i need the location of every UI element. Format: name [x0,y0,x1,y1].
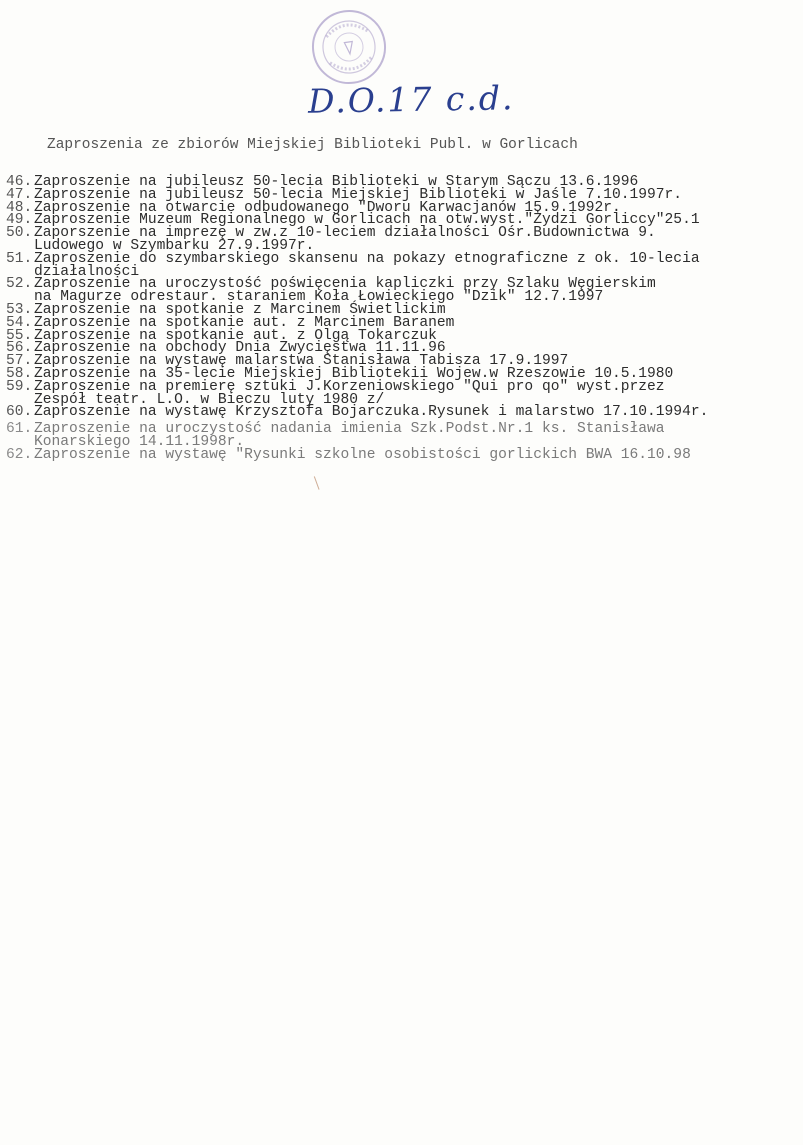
document-header: Zaproszenia ze zbiorów Miejskiej Biblioteki Publ. w Gorlicach [47,137,578,153]
entry-line: na Magurze odrestaur. staraniem Koła Łowieckiego "Dzik" 12.7.1997 [34,289,604,306]
list-item [6,250,803,280]
entry-line: Zaproszenie na premierę sztuki J.Korzeniowskiego "Qui pro qo" wyst.przez [34,378,665,395]
list-item [6,278,803,304]
entry-number: 58. [6,365,33,382]
entry-number: 50. [6,225,33,242]
entry-line: Zaproszenie na obchody Dnia Zwycięstwa 11.11.96 [34,340,446,357]
entry-line: Zaproszenie do szymbarskiego skansenu na pokazy etnograficzne z ok. 10-lecia [34,250,700,267]
list-item [6,227,803,253]
entry-number: 49. [6,212,33,229]
entry-number: 60. [6,404,33,421]
entry-number: 54. [6,314,33,331]
entry-line: Zaproszenie na jubileusz 50-lecia Miejskiej Biblioteki w Jaśle 7.10.1997r. [34,186,683,203]
entry-line: działalności [34,263,140,280]
entry-number: 61. [6,421,33,438]
handwritten-reference: D.O.17 c.d. [307,78,515,121]
pencil-mark [314,474,325,490]
entry-line: Konarskiego 14.11.1998r. [34,433,245,450]
entry-line: Zaproszenie na 35-lecie Miejskiej Bibliotekii Wojew.w Rzeszowie 10.5.1980 [34,365,674,382]
invitation-list [6,176,803,462]
entry-line: Zaproszenie na wystawę malarstwa Stanisława Tabisza 17.9.1997 [34,353,569,370]
entry-text [34,406,803,419]
entry-line: Zaproszenie na jubileusz 50-lecia Biblioteki w Starym Sączu 13.6.1996 [34,174,639,190]
entry-line: Ludowego w Szymbarku 27.9.1997r. [34,237,315,254]
entry-number: 56. [6,340,33,357]
entry-number: 57. [6,353,33,370]
entry-line: Zaproszenie na spotkanie z Marcinem Świetlickim [34,301,446,318]
list-item [6,446,803,463]
entry-line: Zaproszenie na uroczystość nadania imienia Szk.Podst.Nr.1 ks. Stanisława [34,421,665,438]
entry-text [34,278,803,304]
entry-line: Zaporszenie na imprezę w zw.z 10-leciem działalności Ośr.Budownictwa 9. [34,225,656,242]
entry-number: 48. [6,199,33,216]
entry-line: Zaproszenie Muzeum Regionalnego w Gorlicach na otw.wyst."Żydzi Gorliccy"25.1 [34,212,700,229]
entry-number: 62. [6,446,33,463]
entry-number: 59. [6,378,33,395]
entry-text [34,378,803,408]
entry-line: Zespół teatr. L.O. w Bieczu luty 1980 z/ [34,391,385,408]
entry-text [34,227,803,253]
entry-text [34,423,803,449]
entry-number: 51. [6,250,33,267]
list-item [6,423,803,449]
entry-number: 53. [6,301,33,318]
stamp-seal-icon [309,7,388,86]
library-stamp [307,5,391,89]
entry-text [34,446,803,463]
entry-line: Zaproszenie na wystawę Krzysztofa Bojarczuka.Rysunek i malarstwo 17.10.1994r. [34,404,709,421]
entry-text [34,250,803,280]
entry-number: 52. [6,276,33,293]
list-item [6,378,803,408]
entry-line: Zaproszenie na otwarcie odbudowanego "Dworu Karwacjanów 15.9.1992r. [34,199,621,216]
list-item [6,406,803,419]
entry-line: Zaproszenie na wystawę "Rysunki szkolne osobistości gorlickich BWA 16.10.98 [34,446,691,463]
entry-line: Zaproszenie na spotkanie aut. z Marcinem Baranem [34,314,455,331]
entry-number: 46. [6,174,33,190]
entry-line: Zaproszenie na spotkanie aut. z Olgą Tokarczuk [34,327,437,344]
entry-line: Zaproszenie na uroczystość poświęcenia kapliczki przy Szlaku Węgierskim [34,276,656,293]
entry-number: 55. [6,327,33,344]
entry-number: 47. [6,186,33,203]
